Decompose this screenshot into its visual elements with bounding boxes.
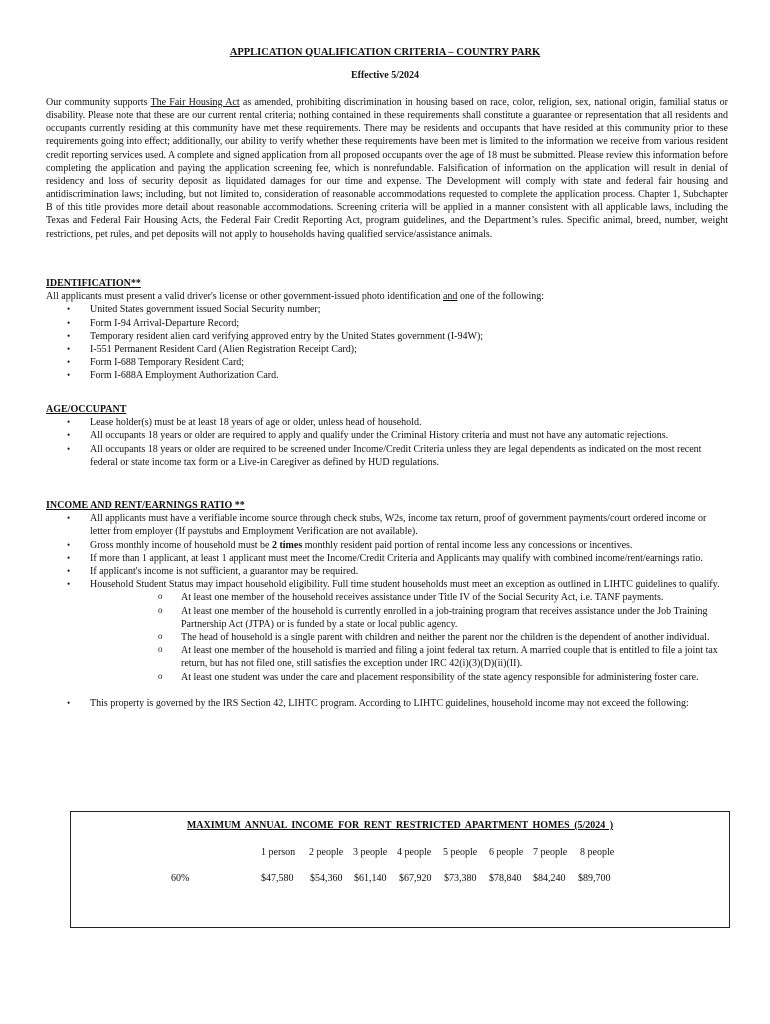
max-income-table (70, 811, 730, 928)
age-occupant-section (46, 403, 728, 469)
identification-heading: IDENTIFICATION** (46, 278, 141, 289)
list-item: • If more than 1 applicant, at least 1 applicant must meet the Income/Credit Criteria and Applicants may qualify with combined income/rent/earnings ratio. (46, 552, 728, 565)
list-item: • Lease holder(s) must be at least 18 years of age or older, unless head of household. (46, 416, 728, 429)
table-header-cell: 6 people (489, 847, 524, 858)
intro-text-rest: as amended, prohibiting discrimination in housing based on race, color, religion, sex, national origin, familial status or disability. Please note that these are our current rental criteria; nothing contained in these requirements shall constitute a guarantee or representation that all residents and occupants currently residing at this community have met these requirements. There may be residents and occupants that have resided at this community prior to these requirements going into effect; additionally, our ability to verify whether these requirements have been met is limited to the information we receive from various resident credit reporting services used. A complete and signed application from all proposed occupants over the age of 18 must be submitted. Please review this information before completing the application and paying the application screening fee, which is nonrefundable. Falsification of information on the application will result in denial of residency and loss of security deposit as liquidated damages for our time and expense. The Development will comply with state and federal fair housing and antidiscrimination laws; including, but not limited to, consideration of reasonable accommodations requested to complete the application process. Chapter 1, Subchapter B of this title provides more detail about reasonable accommodations. Screening criteria will be applied in a manner consistent with all applicable laws, including the Texas and Federal Fair Housing Acts, the Federal Fair Credit Reporting Act, program guidelines, and the Department’s rules. Specific animal, breed, number, weight restrictions, pet rules, and pet deposits will not apply to households having qualified service/assistance animals. (46, 97, 728, 240)
table-cell: $61,140 (354, 873, 387, 884)
identification-lead (46, 290, 728, 303)
student-exception-list (46, 591, 728, 683)
list-item: • All applicants must have a verifiable income source through check stubs, W2s, income tax return, proof of government payments/court ordered income or letter from employer (If paystubs and Employment Verification are not available). (46, 512, 728, 538)
table-header-cell: 1 person (261, 847, 296, 858)
list-item: • I-551 Permanent Resident Card (Alien Registration Receipt Card); (46, 343, 728, 356)
income-heading: INCOME AND RENT/EARNINGS RATIO ** (46, 500, 245, 511)
list-item: • Form I-688A Employment Authorization Card. (46, 369, 728, 382)
table-cell: $78,840 (489, 873, 522, 884)
income-ratio-text: Gross monthly income of household must be (90, 539, 272, 551)
identification-lead-tail: one of the following: (457, 291, 545, 303)
intro-paragraph (46, 96, 728, 241)
list-item: • United States government issued Social Security number; (46, 303, 728, 316)
table-header-cell: 5 people (443, 847, 478, 858)
table-cell: $67,920 (399, 873, 432, 884)
sub-list-item: o At least one student was under the care and placement responsibility of the state agency responsible for administering foster care. (46, 671, 728, 684)
max-income-table-title: MAXIMUM ANNUAL INCOME FOR RENT RESTRICTED APARTMENT HOMES (5/2024 ) (186, 820, 614, 831)
table-cell: $84,240 (533, 873, 566, 884)
table-header-cell: 4 people (397, 847, 432, 858)
income-list (46, 512, 728, 591)
table-cell: $89,700 (578, 873, 611, 884)
list-item (46, 539, 728, 552)
list-item: • Household Student Status may impact household eligibility. Full time student households must meet an exception as outlined in LIHTC guidelines to qualify. (46, 578, 728, 591)
intro-text-start: Our community supports (46, 97, 151, 108)
list-item: • If applicant's income is not sufficient, a guarantor may be required. (46, 565, 728, 578)
table-cell: $54,360 (310, 873, 343, 884)
list-item: • This property is governed by the IRS Section 42, LIHTC program. According to LIHTC guidelines, household income may not exceed the following: (46, 697, 728, 710)
sub-list-item: o At least one member of the household receives assistance under Title IV of the Social Security Act, i.e. TANF payments. (46, 591, 728, 604)
identification-lead-and: and (442, 291, 458, 303)
age-occupant-list (46, 416, 728, 469)
income-ratio-multiplier: 2 times (271, 539, 303, 551)
lihtc-list (46, 697, 728, 710)
table-row-label: 60% (171, 873, 190, 884)
sub-list-item: o The head of household is a single parent with children and neither the parent nor the children is the dependent of another individual. (46, 631, 728, 644)
fair-housing-act-link[interactable]: The Fair Housing Act (150, 97, 240, 108)
effective-date: Effective 5/2024 (350, 70, 420, 81)
income-section (46, 499, 728, 710)
list-item: • All occupants 18 years or older are required to apply and qualify under the Criminal History criteria and must not have any automatic rejections. (46, 429, 728, 442)
identification-lead-text: All applicants must present a valid driver's license or other government-issued photo identification (46, 291, 443, 303)
sub-list-item: o At least one member of the household is currently enrolled in a job-training program that receives assistance under the Job Training Partnership Act (JTPA) or is funded by a state or local public agency. (46, 605, 728, 631)
list-item: • Form I-688 Temporary Resident Card; (46, 356, 728, 369)
list-item: • Form I-94 Arrival-Departure Record; (46, 317, 728, 330)
identification-list (46, 303, 728, 382)
list-item: • Temporary resident alien card verifying approved entry by the United States government (I-94W); (46, 330, 728, 343)
document-title: APPLICATION QUALIFICATION CRITERIA – COUNTRY PARK (229, 47, 541, 58)
table-header-cell: 7 people (533, 847, 568, 858)
identification-section (46, 277, 728, 383)
age-occupant-heading: AGE/OCCUPANT (46, 404, 127, 415)
list-item: • All occupants 18 years or older are required to be screened under Income/Credit Criteria unless they are legal dependents as indicated on the most recent federal or state income tax form or a Live-in Caregiver as defined by HUD regulations. (46, 443, 728, 469)
table-header-cell: 2 people (309, 847, 344, 858)
table-header-cell: 3 people (353, 847, 388, 858)
income-ratio-text-tail: monthly resident paid portion of rental income less any concessions or incentives. (302, 539, 633, 551)
table-cell: $73,380 (444, 873, 477, 884)
table-cell: $47,580 (261, 873, 294, 884)
table-header-cell: 8 people (580, 847, 615, 858)
sub-list-item: o At least one member of the household is married and filing a joint federal tax return. A married couple that is entitled to file a joint tax return, but has not filed one, still satisfies the exception under IRC 42(i)(3)(D)(ii)(II). (46, 644, 728, 670)
